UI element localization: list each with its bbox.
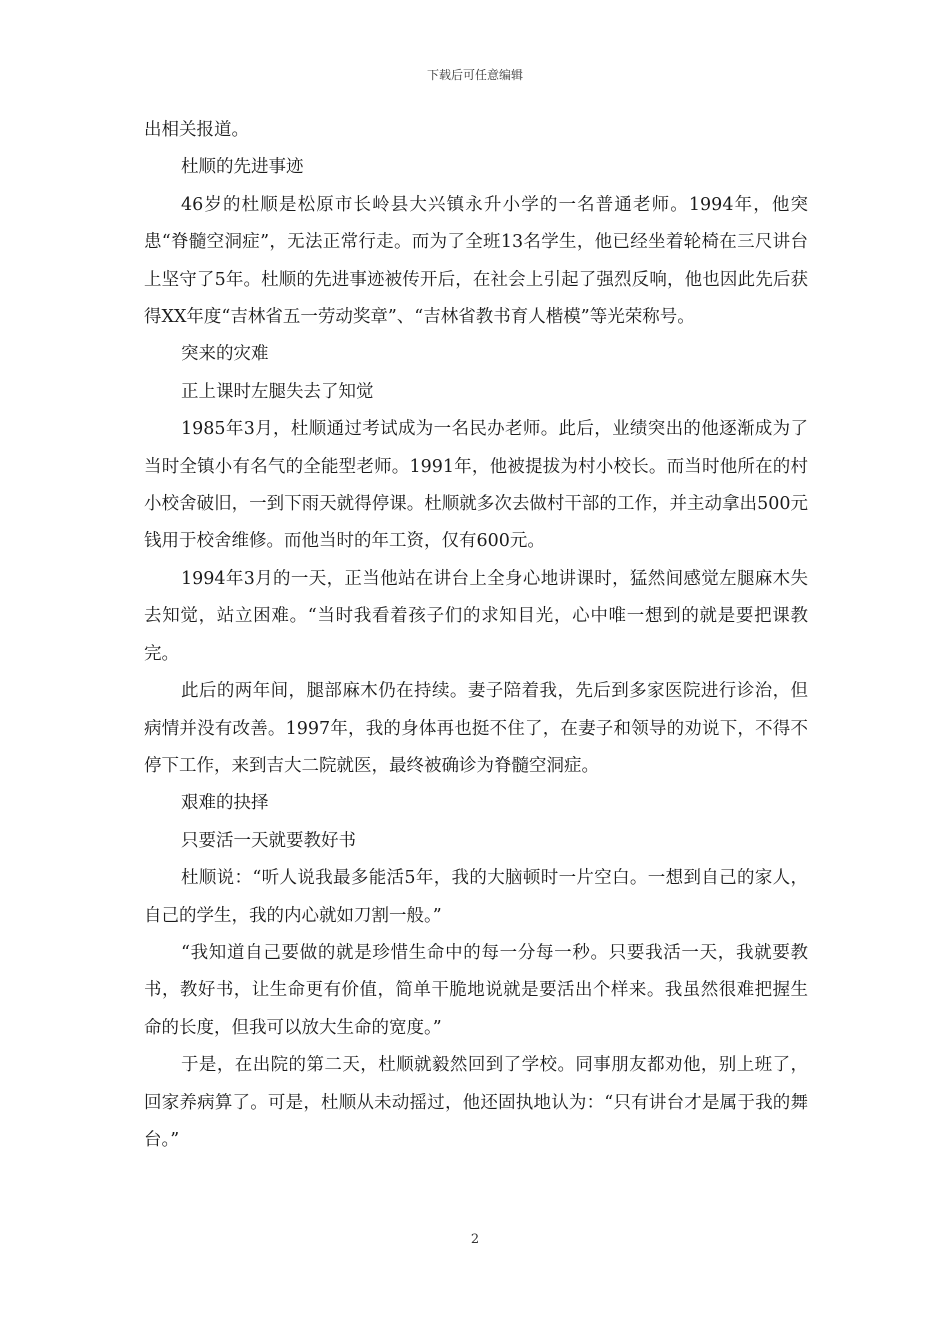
- page-header: 下载后可任意编辑: [426, 68, 523, 82]
- paragraph-continuation: 出相关报道。: [144, 120, 249, 140]
- page-number: 2: [470, 1232, 480, 1247]
- section-heading: 突来的灾难: [181, 344, 269, 365]
- paragraph: 46岁的杜顺是松原市长岭县大兴镇永升小学的一名普通老师。1994年，他突患“脊髓空洞症”，无法正常行走。而为了全班13名学生，他已经坐着轮椅在三尺讲台上坚守了5年。杜顺的先进事迹被传开后，在社会上引起了强烈反响，他也因此先后获得XX年度“吉林省五一劳动奖章”、“吉林省教书育人楷模”等光荣称号。: [144, 194, 808, 328]
- paragraph: 1994年3月的一天，正当他站在讲台上全身心地讲课时，猛然间感觉左腿麻木失去知觉，站立困难。“当时我看着孩子们的求知目光，心中唯一想到的就是要把课教完。: [144, 568, 808, 664]
- document-body: [144, 112, 808, 1159]
- paragraph: “我知道自己要做的就是珍惜生命中的每一分每一秒。只要我活一天，我就要教书，教好书，让生命更有价值，简单干脆地说就是要活出个样来。我虽然很难把握生命的长度，但我可以放大生命的宽度。”: [144, 942, 808, 1038]
- paragraph: 1985年3月，杜顺通过考试成为一名民办老师。此后，业绩突出的他逐渐成为了当时全镇小有名气的全能型老师。1991年，他被提拔为村小校长。而当时他所在的村小校舍破旧，一到下雨天就得停课。杜顺就多次去做村干部的工作，并主动拿出500元钱用于校舍维修。而他当时的年工资，仅有600元。: [144, 419, 808, 552]
- section-heading: 艰难的抉择: [181, 793, 269, 814]
- paragraph: 此后的两年间，腿部麻木仍在持续。妻子陪着我，先后到多家医院进行诊治，但病情并没有改善。1997年，我的身体再也挺不住了，在妻子和领导的劝说下，不得不停下工作，来到吉大二院就医，最终被确诊为脊髓空洞症。: [144, 681, 808, 776]
- paragraph: 杜顺说：“听人说我最多能活5年，我的大脑顿时一片空白。一想到自己的家人，自己的学生，我的内心就如刀割一般。”: [144, 868, 808, 926]
- paragraph: 于是，在出院的第二天，杜顺就毅然回到了学校。同事朋友都劝他，别上班了，回家养病算了。可是，杜顺从未动摇过，他还固执地认为：“只有讲台才是属于我的舞台。”: [144, 1055, 808, 1150]
- section-heading: 杜顺的先进事迹: [181, 157, 304, 178]
- section-subheading: 只要活一天就要教好书: [181, 830, 356, 851]
- section-subheading: 正上课时左腿失去了知觉: [181, 381, 374, 402]
